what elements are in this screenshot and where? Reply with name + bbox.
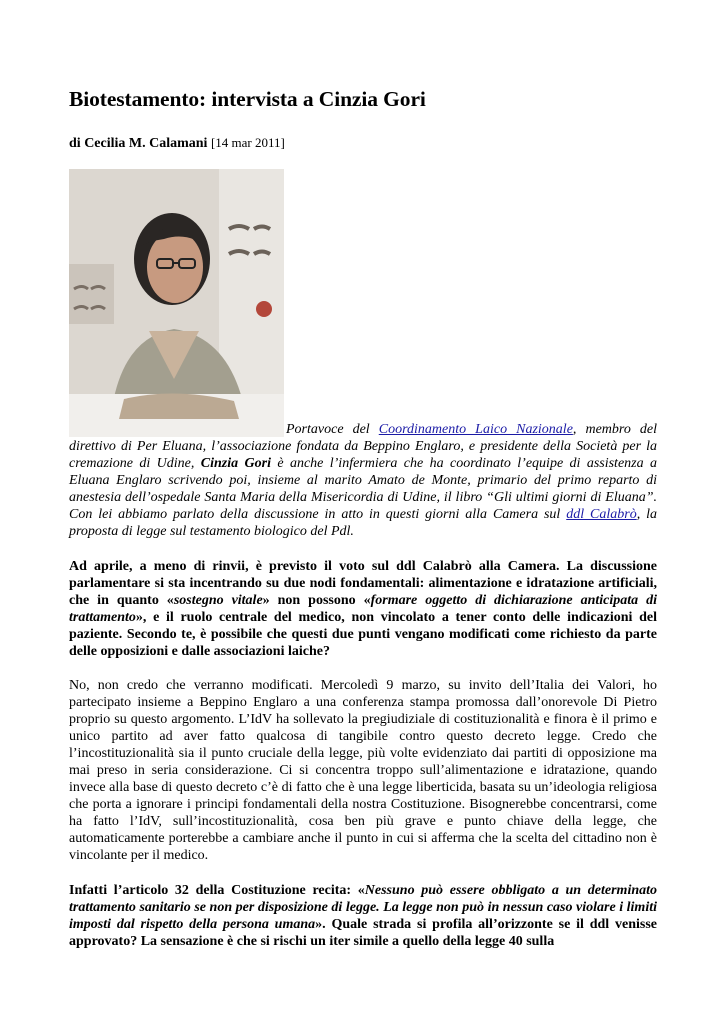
interviewee-name: Cinzia Gori: [200, 456, 271, 471]
portrait-photo: [69, 169, 284, 437]
question-2: Infatti l’articolo 32 della Costituzione recita: «Nessuno può essere obbligato a un determinato trattamento sanitario se non per disposizione di legge. La legge non può in nessun caso violare i limiti imposti dal rispetto della persona umana». Quale strada si profila all’orizzonte se il ddl venisse approvato? La sensazione è che si rischi un iter simile a quello della legge 40 sulla: [69, 883, 658, 949]
article: [69, 84, 657, 950]
byline-prefix: di: [69, 136, 81, 151]
coordinamento-laico-link[interactable]: Coordinamento Laico Nazionale: [378, 422, 573, 437]
answer-1: No, non credo che verranno modificati. Mercoledì 9 marzo, su invito dell’Italia dei Valori, ho partecipato insieme a Beppino Englaro a una conferenza stampa promossa dall’onorevole Di Pietro proprio su questo argomento. L’IdV ha sollevato la pregiudiziale di costituzionalità e finora è il primo e unico partito ad aver fatto qualcosa di tangibile contro questo decreto legge. Credo che l’incostituzionalità sia il punto cruciale della legge, più volte evidenziato dai partiti di opposizione ma mai preso in seria considerazione. Ci si concentra troppo sull’alimentazione e idratazione, quando invece alla base di questo decreto c’è di fatto che è una legge liberticida, basata su un’ideologia religiosa che porta a ignorare i principi fondamentali della nostra Costituzione. Bisognerebbe concentrarsi, come ha fatto l’IdV, sull’incostituzionalità, cosa ben più grave e punto chiave della legge, che automaticamente porterebbe a cambiare anche il punto in cui si afferma che la scelta del cittadino non è vincolante per il medico.: [69, 678, 657, 863]
question-1: Ad aprile, a meno di rinvii, è previsto il voto sul ddl Calabrò alla Camera. La discussione parlamentare si sta incentrando su due nodi fondamentali: alimentazione e idratazione artificiali, che in quanto «sostegno vitale» non possono «formare oggetto di dichiarazione anticipata di trattamento», e il ruolo centrale del medico, non vincolato a tener conto delle indicazioni del paziente. Secondo te, è possibile che questi due punti vengano modificati come richiesto da parte delle opposizioni e dalle associazioni laiche?: [69, 559, 657, 659]
byline: [69, 134, 657, 153]
intro-paragraph: Portavoce del Coordinamento Laico Nazionale, membro del direttivo di Per Eluana, l’associazione fondata da Beppino Englaro, e presidente della Società per la cremazione di Udine, Cinzia Gori è anche l’infermiera che ha coordinato l’equipe di assistenza a Eluana Englaro scrivendo poi, insieme al marito Amato de Monte, primario del primo reparto di anestesia dell’ospedale Santa Maria della Misericordia di Udine, il libro “Gli ultimi giorni di Eluana”. Con lei abbiamo parlato della discussione in atto in questi giorni alla Camera sul ddl Calabrò, la proposta di legge sul testamento biologico del Pdl.: [69, 422, 657, 539]
article-title: Biotestamento: intervista a Cinzia Gori: [69, 87, 426, 111]
ddl-calabro-link[interactable]: ddl Calabrò: [566, 507, 637, 522]
publish-date: [14 mar 2011]: [210, 135, 285, 150]
author-name: Cecilia M. Calamani: [84, 136, 208, 151]
